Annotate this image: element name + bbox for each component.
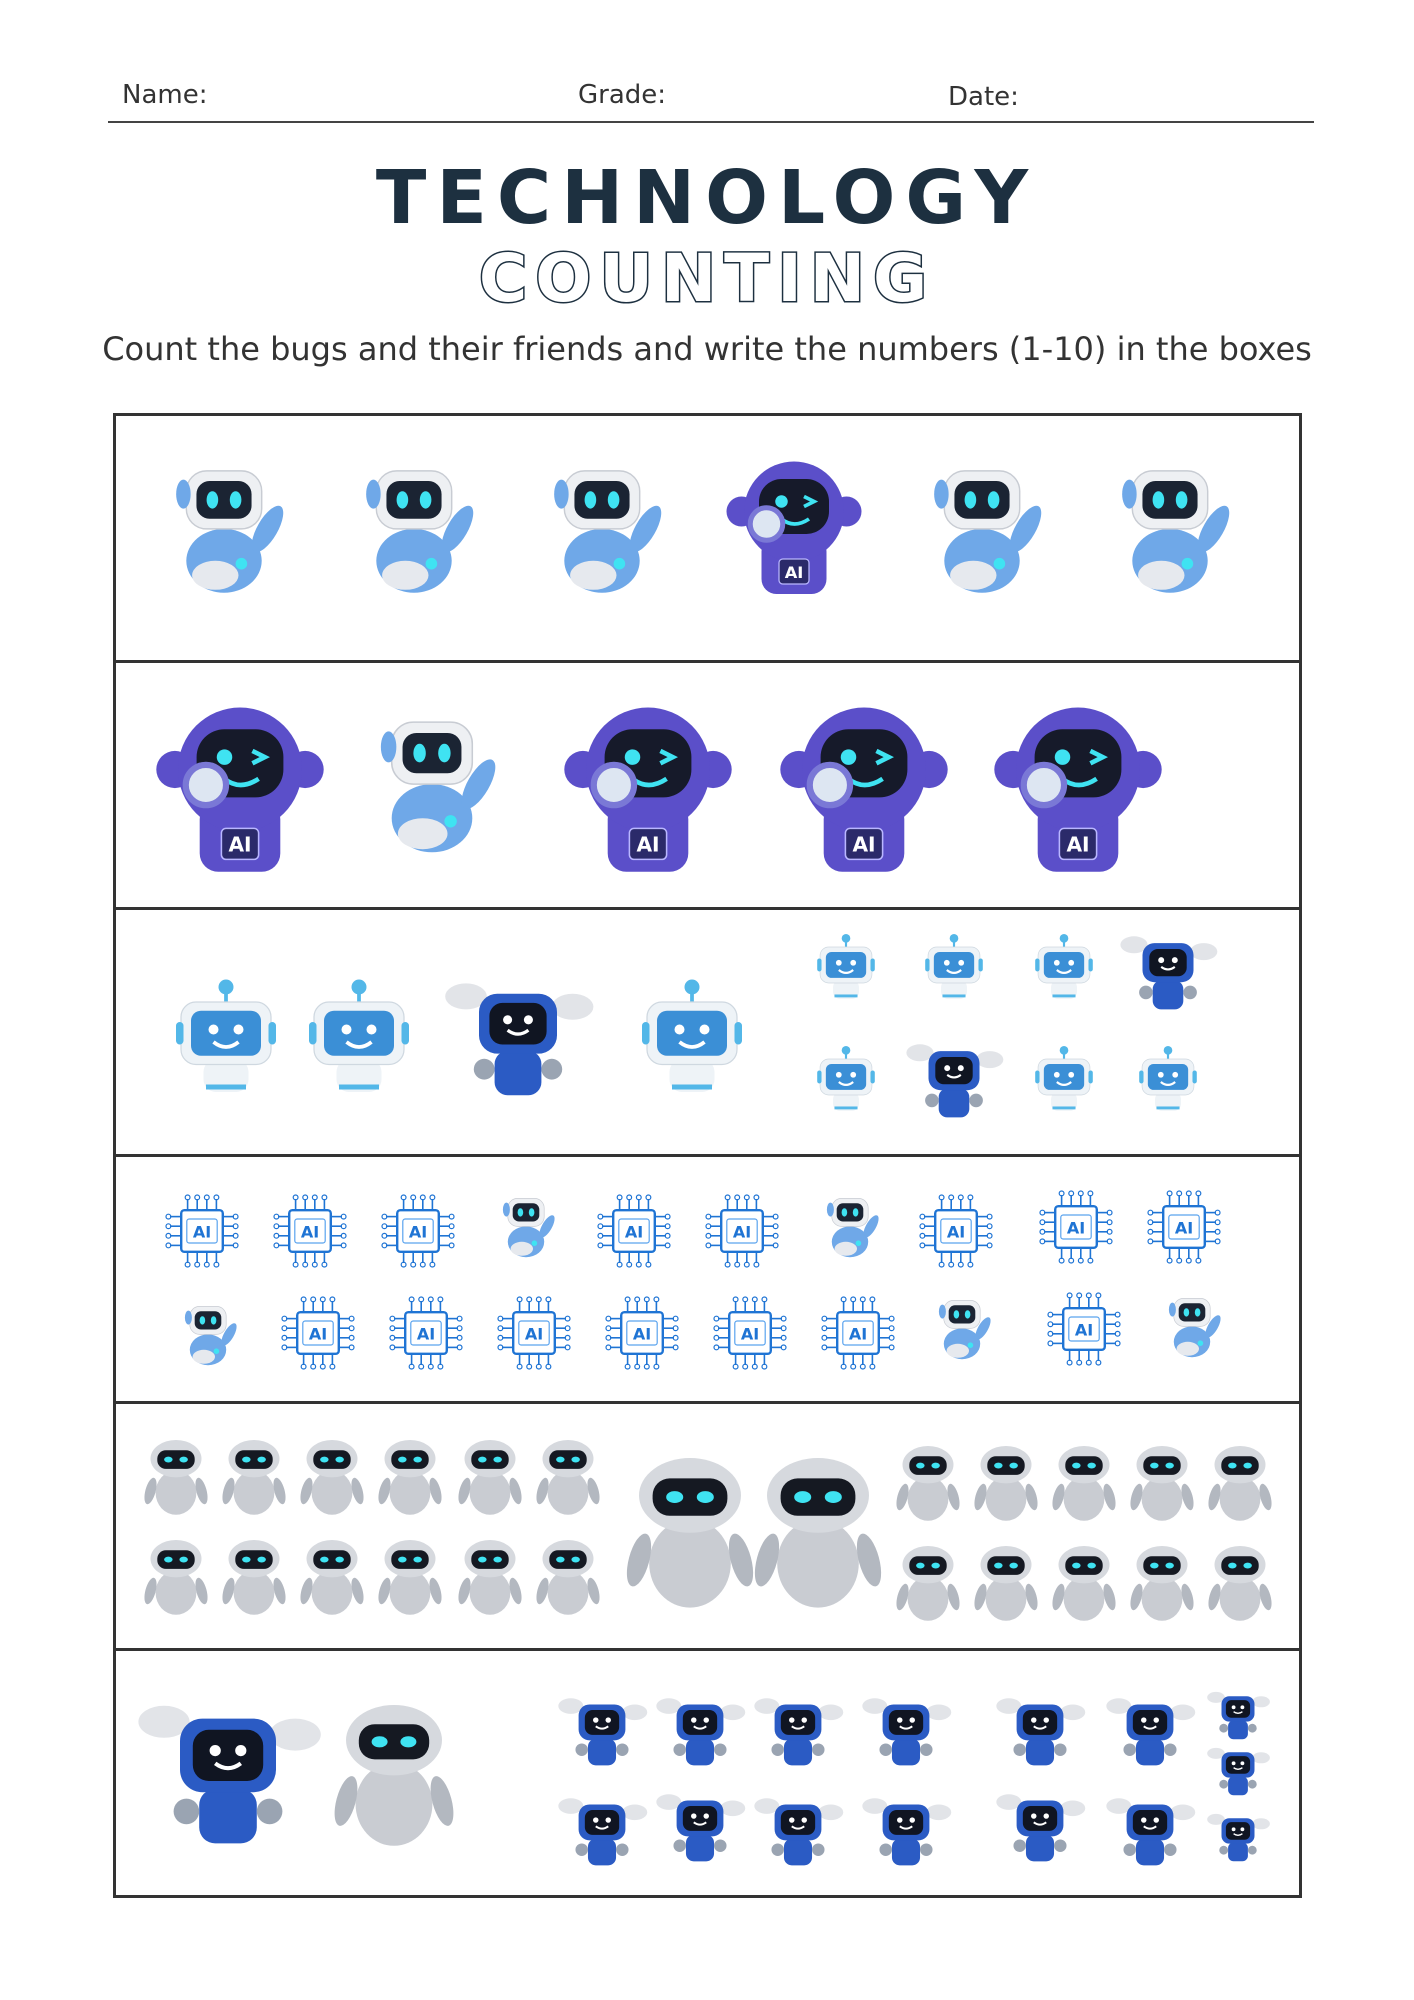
silver-robot-icon [1050, 1446, 1118, 1521]
dark-blue-robot-icon [906, 1044, 1003, 1117]
tv-robot-icon [1035, 934, 1093, 999]
ai-chip-icon [920, 1195, 992, 1267]
silver-robot-icon [972, 1446, 1040, 1521]
counting-row-4 [113, 1154, 1302, 1401]
ai-chip-icon [1148, 1191, 1220, 1263]
dark-blue-robot-icon [558, 1698, 647, 1765]
silver-robot-icon [298, 1540, 366, 1615]
blue-robot-icon [827, 1198, 882, 1257]
silver-robot-icon [456, 1540, 524, 1615]
counting-row-2 [113, 660, 1302, 907]
dark-blue-robot-icon [1106, 1798, 1195, 1865]
counting-grid [113, 413, 1302, 1897]
tv-robot-icon [1035, 1046, 1093, 1111]
svg-text:AI: AI [416, 1324, 436, 1344]
page-subtitle: COUNTING [478, 240, 936, 317]
silver-robot-icon [1128, 1546, 1196, 1621]
row-3-robots [116, 910, 1299, 1154]
ai-chip-icon [706, 1195, 778, 1267]
svg-text:AI: AI [946, 1222, 966, 1242]
silver-robot-icon [894, 1546, 962, 1621]
ai-chip-icon [382, 1195, 454, 1267]
silver-robot-icon [220, 1440, 288, 1515]
ai-chip-icon [1040, 1191, 1112, 1263]
silver-robot-icon [534, 1540, 602, 1615]
svg-text:AI: AI [636, 832, 660, 857]
silver-robot-icon [376, 1540, 444, 1615]
svg-text:AI: AI [408, 1222, 428, 1242]
header-divider [108, 121, 1314, 123]
silver-robot-icon [330, 1705, 458, 1846]
ai-chip-icon [606, 1297, 678, 1369]
ai-chip-icon [274, 1195, 346, 1267]
row-1-robots [116, 416, 1299, 660]
silver-robot-icon [1206, 1546, 1274, 1621]
tv-robot-icon [925, 934, 983, 999]
blue-robot-icon [554, 471, 667, 593]
svg-text:AI: AI [740, 1324, 760, 1344]
dark-blue-robot-icon [558, 1798, 647, 1865]
dark-blue-robot-icon [1120, 936, 1217, 1009]
svg-text:AI: AI [848, 1324, 868, 1344]
svg-text:AI: AI [732, 1222, 752, 1242]
svg-text:AI: AI [308, 1324, 328, 1344]
dark-blue-robot-icon [754, 1698, 843, 1765]
silver-robot-icon [894, 1446, 962, 1521]
dark-blue-robot-icon [445, 983, 593, 1095]
svg-text:AI: AI [228, 832, 252, 857]
dark-blue-robot-icon [1106, 1698, 1195, 1765]
row-5-robots [116, 1404, 1299, 1648]
svg-text:AI: AI [300, 1222, 320, 1242]
silver-robot-icon [298, 1440, 366, 1515]
date-label: Date: [948, 82, 1019, 112]
dark-blue-robot-icon [996, 1794, 1085, 1861]
ai-chip-icon [282, 1297, 354, 1369]
silver-robot-icon [142, 1540, 210, 1615]
tv-robot-icon [1139, 1046, 1197, 1111]
dark-blue-robot-icon [1207, 1748, 1270, 1795]
tv-robot-icon [817, 1046, 875, 1111]
silver-robot-icon [1050, 1546, 1118, 1621]
ai-chip-icon [598, 1195, 670, 1267]
silver-robot-icon [1128, 1446, 1196, 1521]
silver-robot-icon [972, 1546, 1040, 1621]
dark-blue-robot-icon [138, 1706, 320, 1844]
silver-robot-icon [750, 1458, 886, 1608]
tv-robot-icon [817, 934, 875, 999]
dark-blue-robot-icon [656, 1698, 745, 1765]
dark-blue-robot-icon [996, 1698, 1085, 1765]
silver-robot-icon [1206, 1446, 1274, 1521]
row-4-robots [116, 1157, 1299, 1401]
page-title: TECHNOLOGY [375, 155, 1039, 241]
dark-blue-robot-icon [1207, 1814, 1270, 1861]
tv-robot-icon [642, 980, 742, 1093]
row-6-robots [116, 1651, 1299, 1895]
name-label: Name: [122, 80, 208, 110]
blue-robot-icon [366, 471, 479, 593]
svg-text:AI: AI [192, 1222, 212, 1242]
ai-chip-icon [822, 1297, 894, 1369]
ai-chip-icon [166, 1195, 238, 1267]
counting-row-1 [113, 413, 1302, 660]
blue-robot-icon [939, 1300, 994, 1359]
dark-blue-robot-icon [862, 1798, 951, 1865]
svg-text:AI: AI [1174, 1218, 1194, 1238]
blue-robot-icon [934, 471, 1047, 593]
svg-text:AI: AI [852, 832, 876, 857]
blue-robot-icon [176, 471, 289, 593]
silver-robot-icon [622, 1458, 758, 1608]
svg-text:AI: AI [1066, 1218, 1086, 1238]
svg-text:AI: AI [784, 562, 804, 582]
counting-row-5 [113, 1401, 1302, 1648]
purple-robot-icon [156, 708, 323, 872]
ai-chip-icon [390, 1297, 462, 1369]
grade-label: Grade: [578, 80, 667, 110]
silver-robot-icon [456, 1440, 524, 1515]
silver-robot-icon [376, 1440, 444, 1515]
dark-blue-robot-icon [1207, 1692, 1270, 1739]
svg-text:AI: AI [624, 1222, 644, 1242]
purple-robot-icon [727, 462, 862, 595]
instructions: Count the bugs and their friends and write the numbers (1-10) in the boxes [102, 330, 1312, 368]
counting-row-6 [113, 1648, 1302, 1898]
blue-robot-icon [503, 1198, 558, 1257]
purple-robot-icon [780, 708, 947, 872]
ai-chip-icon [714, 1297, 786, 1369]
purple-robot-icon [564, 708, 731, 872]
blue-robot-icon [381, 722, 502, 852]
silver-robot-icon [142, 1440, 210, 1515]
dark-blue-robot-icon [656, 1794, 745, 1861]
purple-robot-icon [994, 708, 1161, 872]
silver-robot-icon [534, 1440, 602, 1515]
tv-robot-icon [176, 980, 276, 1093]
ai-chip-icon [498, 1297, 570, 1369]
blue-robot-icon [1122, 471, 1235, 593]
blue-robot-icon [185, 1306, 240, 1365]
svg-text:AI: AI [524, 1324, 544, 1344]
row-2-robots [116, 663, 1299, 907]
svg-text:AI: AI [1066, 832, 1090, 857]
dark-blue-robot-icon [862, 1698, 951, 1765]
silver-robot-icon [220, 1540, 288, 1615]
counting-row-3 [113, 907, 1302, 1154]
svg-text:AI: AI [1074, 1320, 1094, 1340]
dark-blue-robot-icon [754, 1798, 843, 1865]
tv-robot-icon [309, 980, 409, 1093]
blue-robot-icon [1169, 1298, 1224, 1357]
ai-chip-icon [1048, 1293, 1120, 1365]
svg-text:AI: AI [632, 1324, 652, 1344]
